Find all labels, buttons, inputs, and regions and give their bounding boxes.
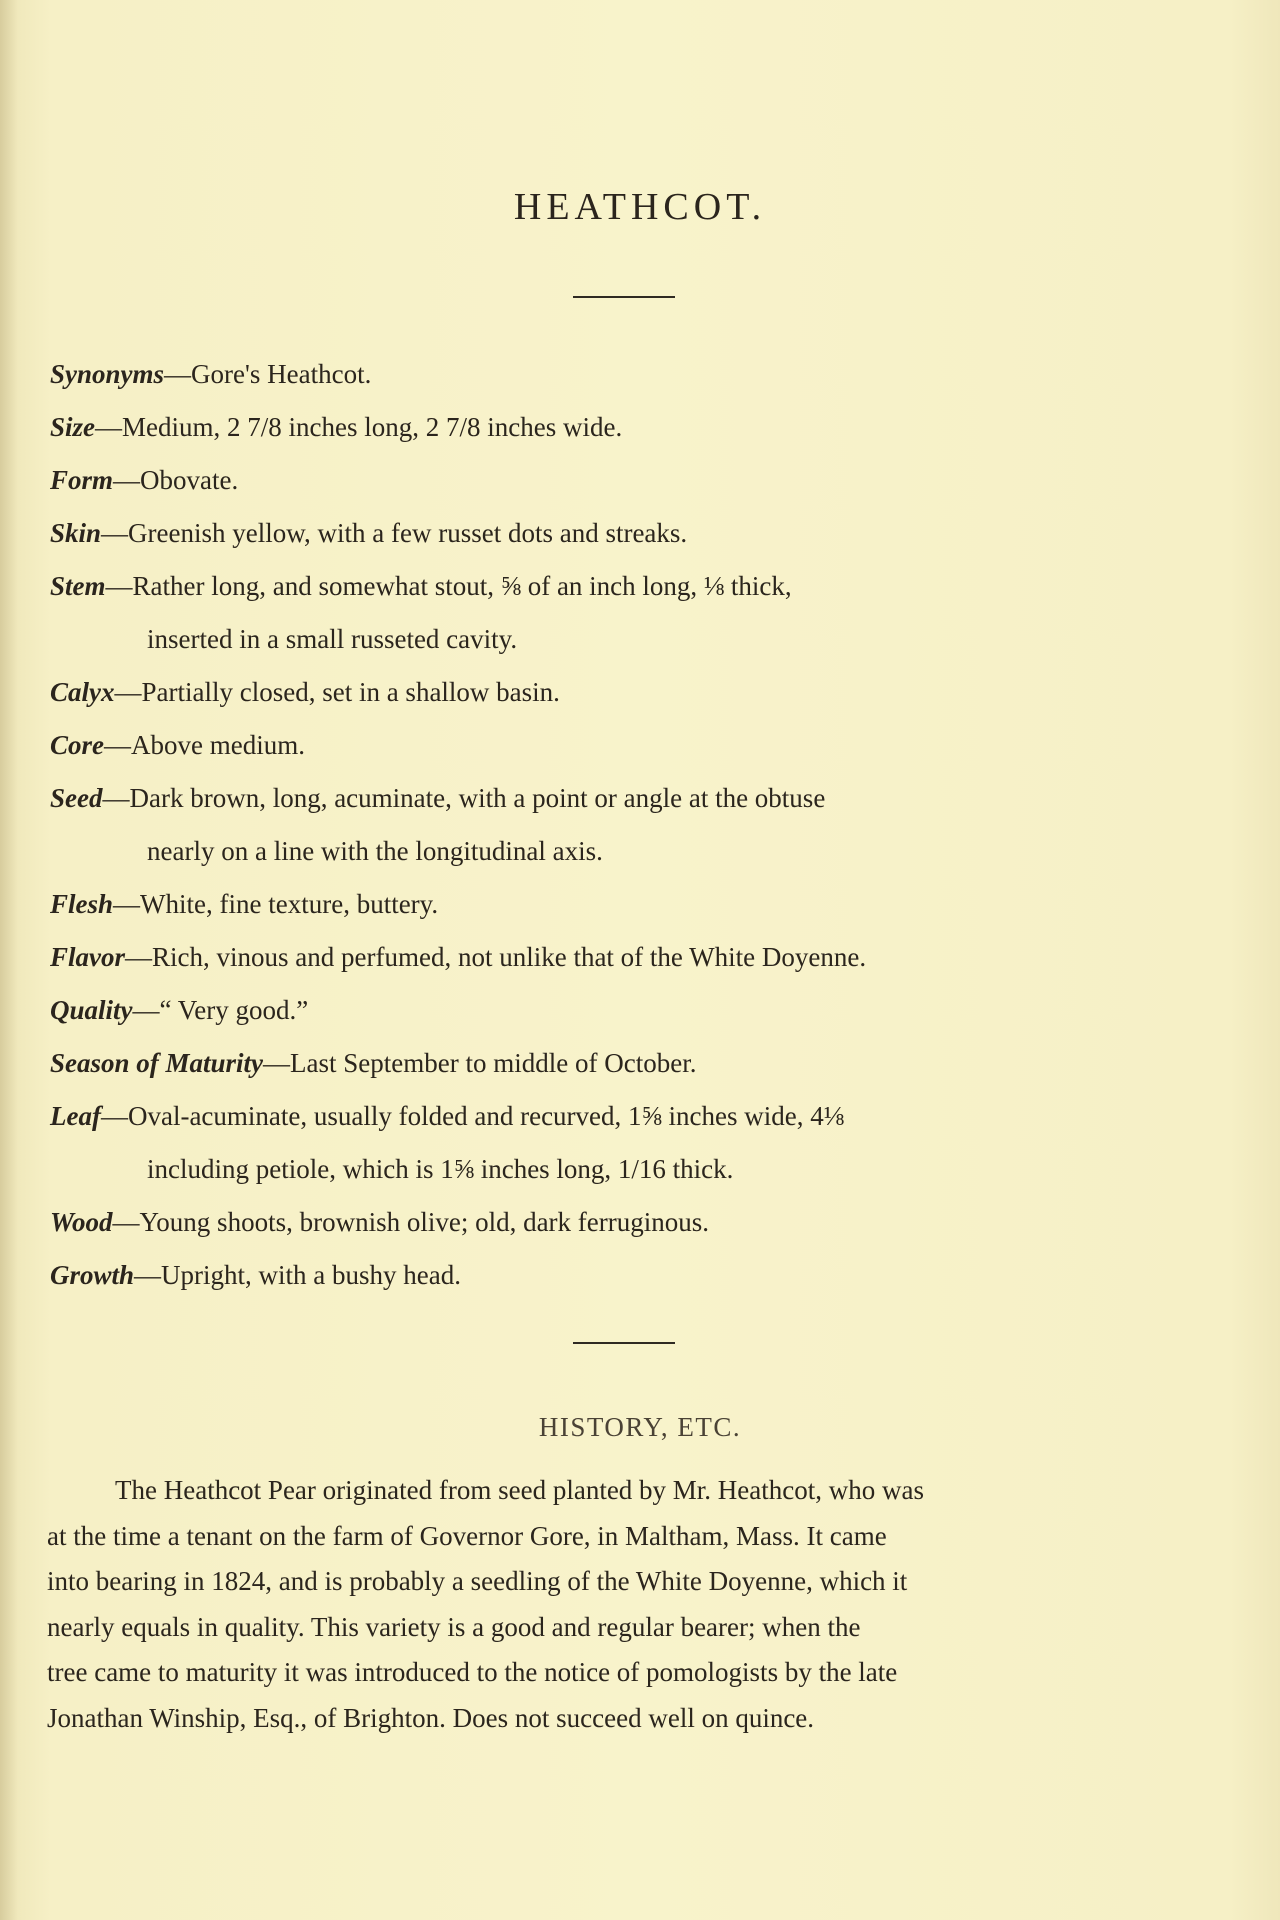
- entry-skin: [50, 507, 1230, 560]
- entry-separator: —: [104, 730, 131, 760]
- entry-separator: —: [134, 1260, 162, 1290]
- entry-text: White, fine texture, buttery.: [140, 889, 439, 919]
- history-line: The Heathcot Pear originated from seed planted by Mr. Heathcot, who was: [115, 1475, 924, 1505]
- history-paragraph: [47, 1468, 1197, 1741]
- page-title: HEATHCOT.: [513, 186, 767, 228]
- history-line: tree came to maturity it was introduced to the notice of pomologists by the late: [47, 1657, 898, 1687]
- entry-stem: [50, 560, 1230, 613]
- entry-separator: —: [113, 889, 141, 919]
- entry-stem-continued: [50, 613, 1230, 666]
- entry-label: Skin: [50, 518, 102, 548]
- entry-text: Obovate.: [140, 465, 239, 495]
- entry-quality: [50, 984, 1230, 1037]
- entry-label: Core: [50, 730, 104, 760]
- entry-core: [50, 719, 1230, 772]
- entry-separator: —: [95, 412, 123, 442]
- entry-season: [50, 1037, 1230, 1090]
- entry-separator: —: [113, 465, 141, 495]
- entry-text: inserted in a small russeted cavity.: [147, 624, 518, 654]
- entry-label: Size: [50, 412, 96, 442]
- entry-text: Rather long, and somewhat stout, ⅝ of an inch long, ⅛ thick,: [132, 571, 792, 601]
- entry-text: Dark brown, long, acuminate, with a point or angle at the obtuse: [129, 783, 826, 813]
- history-line: nearly equals in quality. This variety is a good and regular bearer; when the: [47, 1611, 861, 1642]
- entry-seed: [50, 772, 1230, 825]
- entry-text: Young shoots, brownish olive; old, dark ferruginous.: [139, 1207, 710, 1237]
- entry-separator: —: [263, 1048, 291, 1078]
- entry-text: Oval-acuminate, usually folded and recurved, 1⅝ inches wide, 4⅛: [127, 1101, 844, 1131]
- entry-separator: —: [105, 571, 133, 601]
- section-divider: [573, 1342, 675, 1344]
- entry-text: nearly on a line with the longitudinal axis.: [147, 836, 603, 866]
- entry-text: Rich, vinous and perfumed, not unlike that of the White Doyenne.: [152, 942, 867, 972]
- entry-growth: [50, 1249, 1230, 1302]
- entry-label: Synonyms: [50, 359, 165, 389]
- entry-text: Last September to middle of October.: [290, 1048, 697, 1078]
- entry-text: including petiole, which is 1⅝ inches long, 1/16 thick.: [147, 1154, 734, 1184]
- entry-text: Above medium.: [131, 730, 305, 760]
- entry-text: Upright, with a bushy head.: [161, 1260, 461, 1290]
- entry-calyx: [50, 666, 1230, 719]
- entry-flavor: [50, 931, 1230, 984]
- entry-separator: —: [100, 1101, 128, 1131]
- entry-text: Partially closed, set in a shallow basin.: [141, 677, 560, 707]
- history-heading: HISTORY, ETC.: [538, 1412, 742, 1442]
- entry-form: [50, 454, 1230, 507]
- entry-label: Quality: [50, 995, 133, 1025]
- entry-label: Calyx: [50, 677, 115, 707]
- entry-label: Form: [50, 465, 114, 495]
- history-line: into bearing in 1824, and is probably a seedling of the White Doyenne, which it: [47, 1566, 908, 1596]
- entry-leaf: [50, 1090, 1230, 1143]
- entry-label: Growth: [50, 1260, 135, 1290]
- entry-seed-continued: [50, 825, 1230, 878]
- entry-separator: —: [125, 942, 153, 972]
- entry-leaf-continued: [50, 1143, 1230, 1196]
- title-divider: [573, 296, 675, 298]
- entry-separator: —: [114, 677, 142, 707]
- entry-text: Gore's Heathcot.: [191, 359, 372, 389]
- entry-label: Seed: [50, 783, 103, 813]
- entry-flesh: [50, 878, 1230, 931]
- entry-text: Greenish yellow, with a few russet dots and streaks.: [128, 518, 688, 548]
- entry-text: “ Very good.”: [159, 995, 309, 1025]
- entry-separator: —: [132, 995, 160, 1025]
- entry-label: Flavor: [50, 942, 126, 972]
- entry-label: Leaf: [50, 1101, 101, 1131]
- entry-label: Wood: [50, 1207, 113, 1237]
- description-list: [50, 348, 1230, 1302]
- entry-label: Flesh: [50, 889, 114, 919]
- entry-separator: —: [102, 783, 130, 813]
- entry-wood: [50, 1196, 1230, 1249]
- entry-separator: —: [101, 518, 129, 548]
- entry-separator: —: [164, 359, 192, 389]
- entry-separator: —: [112, 1207, 140, 1237]
- history-line: Jonathan Winship, Esq., of Brighton. Does not succeed well on quince.: [47, 1702, 815, 1733]
- entry-size: [50, 401, 1230, 454]
- entry-label: Stem: [50, 571, 106, 601]
- entry-text: Medium, 2 7/8 inches long, 2 7/8 inches wide.: [122, 412, 623, 442]
- entry-synonyms: [50, 348, 1230, 401]
- history-line: at the time a tenant on the farm of Governor Gore, in Maltham, Mass. It came: [47, 1520, 887, 1551]
- spine-shadow: [0, 0, 18, 1920]
- entry-label: Season of Maturity: [50, 1048, 264, 1078]
